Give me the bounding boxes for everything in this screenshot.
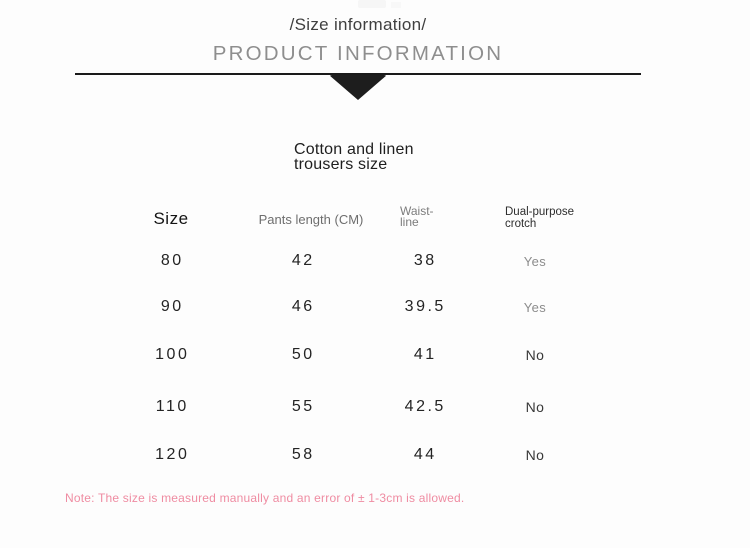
pants-length-value: 55 <box>291 398 315 415</box>
size-value: 110 <box>155 398 189 415</box>
waistline-value: 38 <box>413 252 437 269</box>
dual-purpose-crotch-value: No <box>525 447 545 463</box>
table-title <box>294 142 414 172</box>
column-header-dual-purpose-crotch: Dual-purpose crotch <box>505 206 575 230</box>
pants-length-value: 42 <box>291 252 315 269</box>
section-subtitle: /Size information/ <box>289 15 427 34</box>
pants-length-value: 46 <box>291 298 315 315</box>
size-value: 100 <box>155 346 190 363</box>
top-edge-artifact <box>358 0 386 8</box>
pants-length-value: 50 <box>291 346 315 363</box>
table-row <box>0 252 750 272</box>
table-title-line1: Cotton and linen <box>294 141 414 158</box>
dual-purpose-crotch-value: No <box>525 399 545 415</box>
dual-purpose-crotch-value: Yes <box>523 254 547 269</box>
column-header-pants-length: Pants length (CM) <box>258 212 364 227</box>
pants-length-value: 58 <box>291 446 315 463</box>
measurement-note: Note: The size is measured manually and an error of ± 1-3cm is allowed. <box>65 491 465 505</box>
section-header <box>0 15 716 66</box>
waistline-value: 39.5 <box>404 298 446 315</box>
table-title-line2: trousers size <box>294 156 388 173</box>
size-value: 90 <box>160 298 184 315</box>
waistline-value: 42.5 <box>404 398 446 415</box>
top-edge-artifact-small <box>391 2 401 8</box>
triangle-down-icon <box>329 75 387 100</box>
column-header-waistline: Waist-line <box>400 204 434 229</box>
section-title: PRODUCT INFORMATION <box>212 42 504 65</box>
table-row <box>0 298 750 318</box>
dual-purpose-crotch-value: No <box>525 347 545 363</box>
waistline-value: 44 <box>413 446 437 463</box>
size-value: 80 <box>160 252 184 269</box>
waistline-value: 41 <box>413 346 437 363</box>
column-header-size: Size <box>153 209 189 228</box>
table-row <box>0 346 750 366</box>
table-row <box>0 446 750 466</box>
table-row <box>0 398 750 418</box>
size-value: 120 <box>155 446 190 463</box>
dual-purpose-crotch-value: Yes <box>523 300 547 315</box>
